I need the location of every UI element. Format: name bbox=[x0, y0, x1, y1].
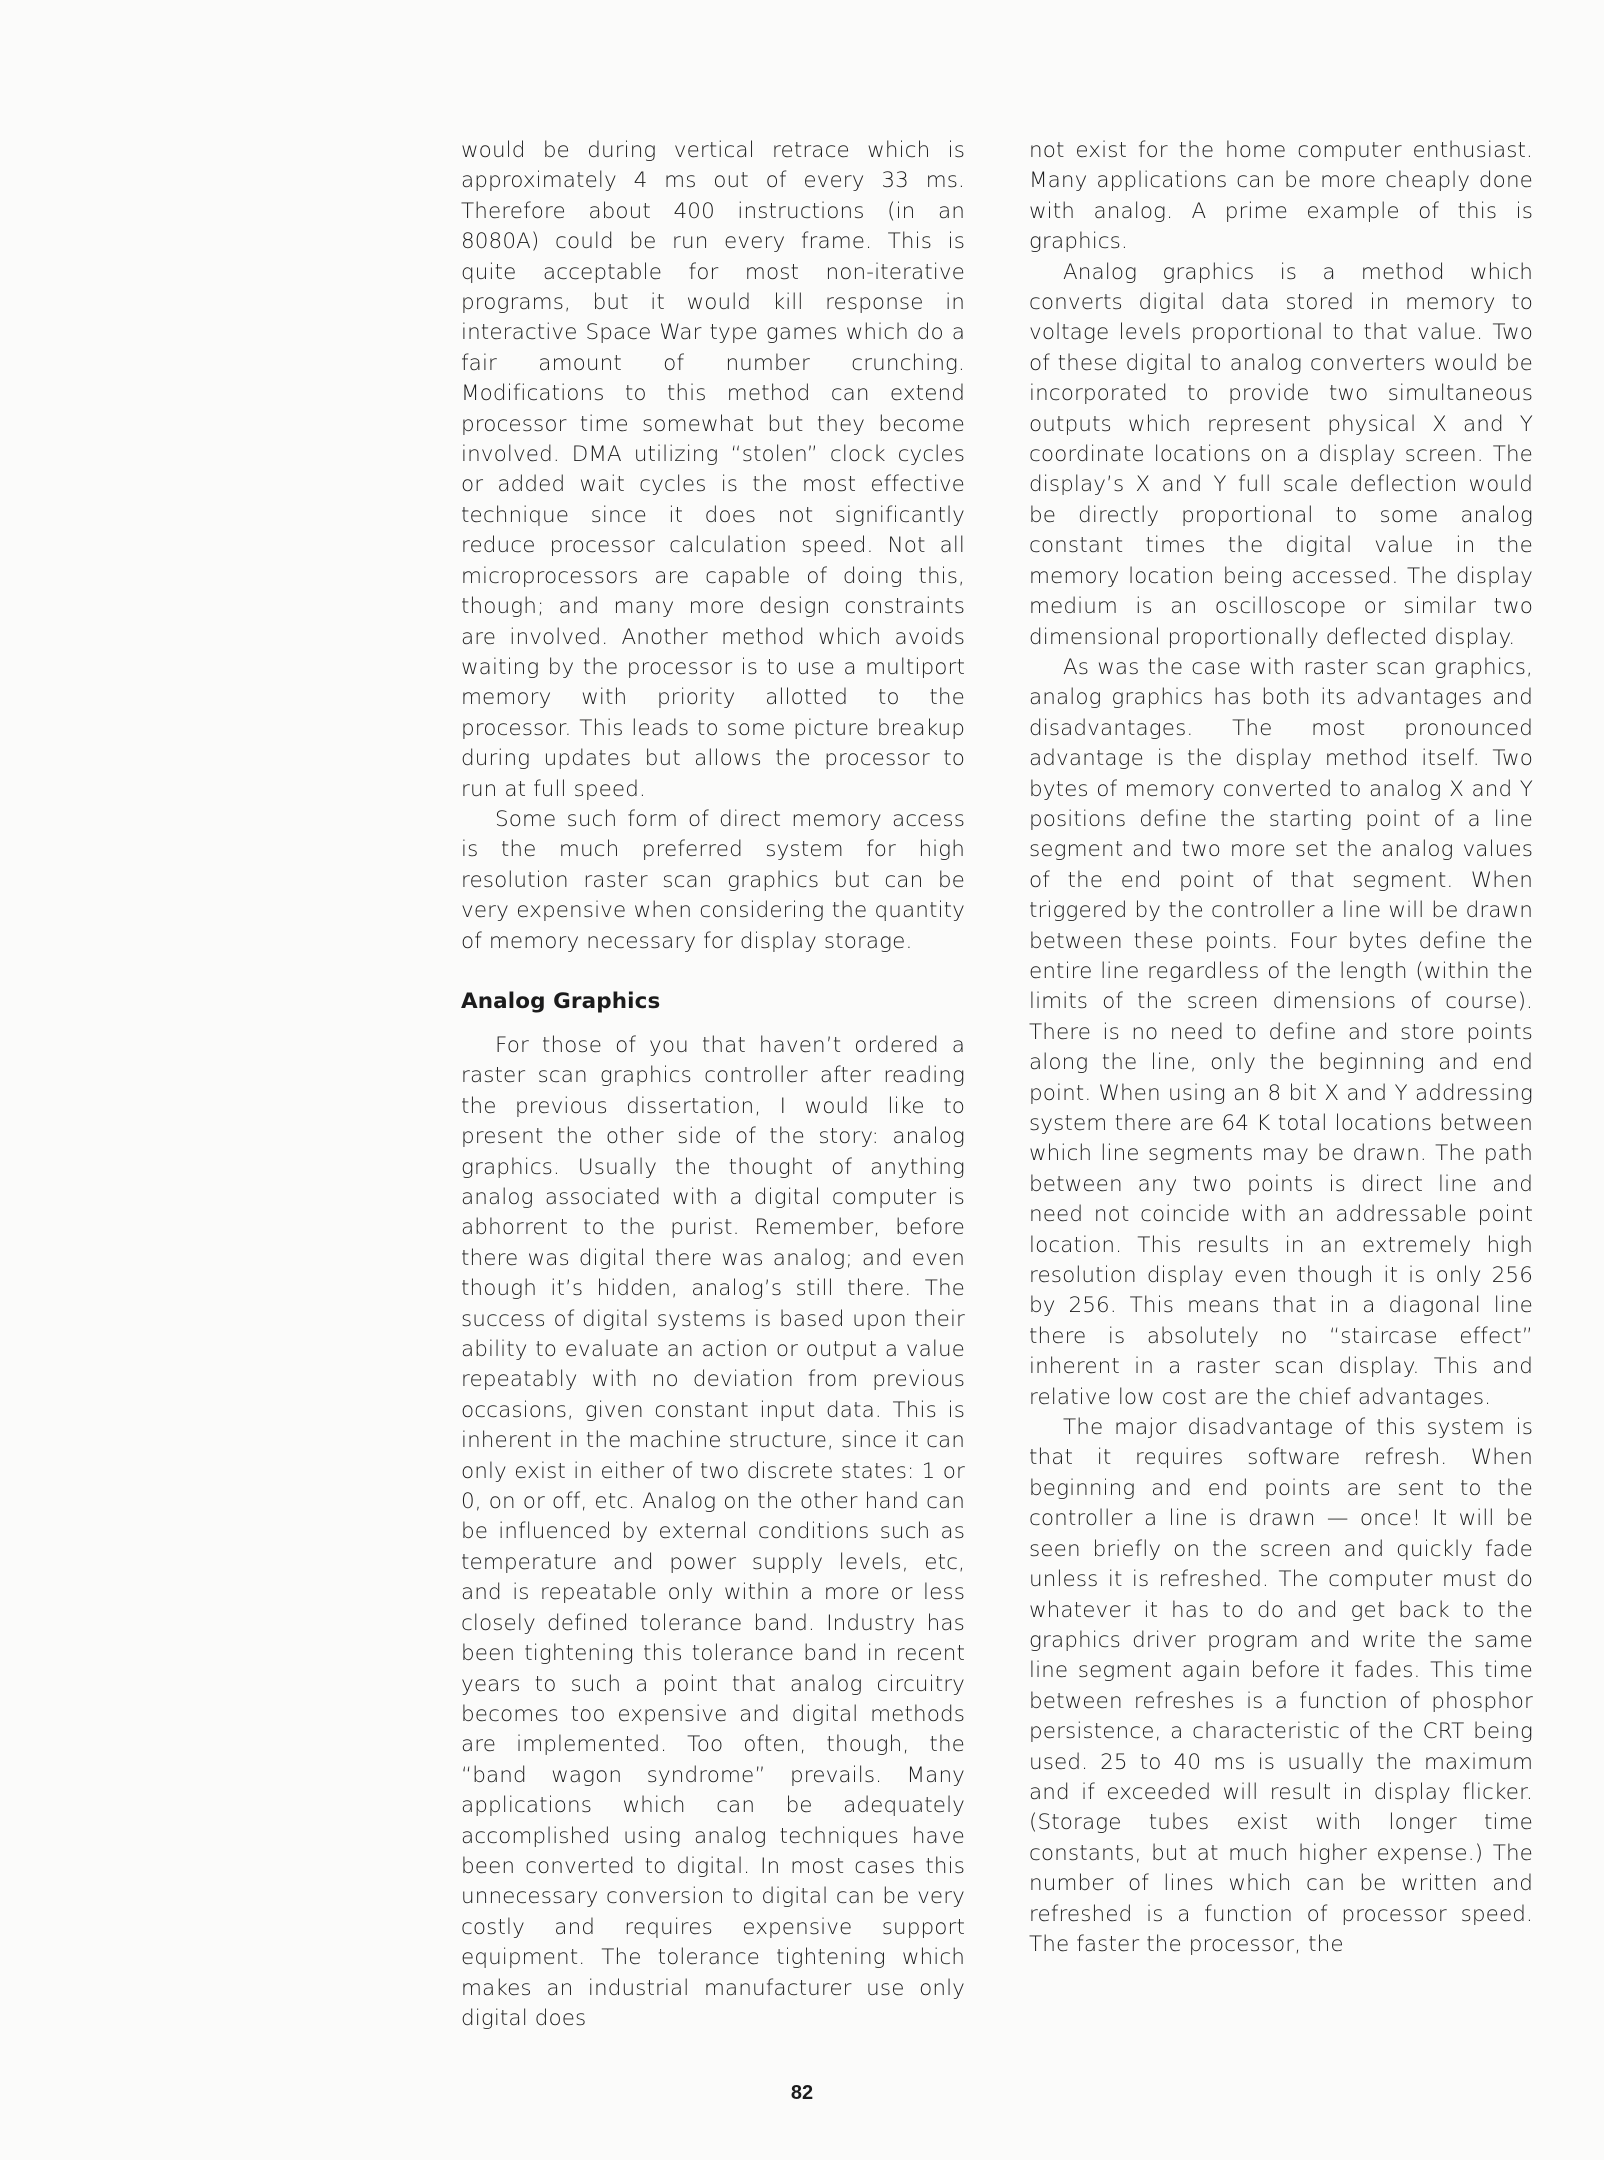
paragraph: For those of you that haven’t ordered a raster scan graphics controller after reading the previous dissertation, I would like to present the other side of the story: analog graphics. Usually the thought of anything analog associated with a digital computer is abhorrent to the purist. Remember, before there was digital there was analog; and even though it’s hidden, analog’s still there. The success of digital systems is based upon their ability to evaluate an action or output a value repeatably with no deviation from previous occasions, given constant input data. This is inherent in the machine structure, since it can only exist in either of two discrete states: 1 or 0, on or off, etc. Analog on the other hand can be influenced by external conditions such as temperature and power supply levels, etc, and is repeatable only within a more or less closely defined tolerance band. Industry has been tightening this tolerance band in recent years to such a point that analog circuitry becomes too expensive and digital methods are implemented. Too often, though, the “band wagon syndrome” prevails. Many applications which can be adequately accomplished using analog techniques have been converted to digital. In most cases this unnecessary conversion to digital can be very costly and requires expensive support equipment. The tolerance tightening which makes an industrial manufacturer use only digital does bbox=[461, 1032, 965, 2031]
paragraph: Some such form of direct memory access is the much preferred system for high resolution raster scan graphics but can be very expensive when considering the quantity of memory necessary for display storage. bbox=[461, 806, 965, 954]
paragraph: As was the case with raster scan graphics, analog graphics has both its advantages and disadvantages. The most pronounced advantage is the display method itself. Two bytes of memory converted to analog X and Y positions define the starting point of a line segment and two more set the analog values of the end point of that segment. When triggered by the controller a line will be drawn between these points. Four bytes define the entire line regardless of the length (within the limits of the screen dimensions of course). There is no need to define and store points along the line, only the beginning and end point. When using an 8 bit X and Y addressing system there are 64 K total locations between which line segments may be drawn. The path between any two points is direct line and need not coincide with an addressable point location. This results in an extremely high resolution display even though it is only 256 by 256. This means that in a diagonal line there is absolutely no “staircase effect” inherent in a raster scan display. This and relative low cost are the chief advantages. bbox=[1029, 654, 1533, 1410]
page-number: 82 bbox=[790, 2082, 814, 2104]
paragraph: Analog graphics is a method which converts digital data stored in memory to voltage levels proportional to that value. Two of these digital to analog converters would be incorporated to provide two simultaneous outputs which represent physical X and Y coordinate locations on a display screen. The display’s X and Y full scale deflection would be directly proportional to some analog constant times the digital value in the memory location being accessed. The display medium is an oscilloscope or similar two dimensional proportionally deflected display. bbox=[1029, 259, 1533, 650]
left-column bbox=[461, 136, 965, 2034]
section-heading: Analog Graphics bbox=[461, 988, 661, 1014]
right-column bbox=[1029, 136, 1533, 1960]
paragraph: The major disadvantage of this system is that it requires software refresh. When beginning and end points are sent to the controller a line is drawn — once! It will be seen briefly on the screen and quickly fade unless it is refreshed. The computer must do whatever it has to do and get back to the graphics driver program and write the same line segment again before it fades. This time between refreshes is a function of phosphor persistence, a characteristic of the CRT being used. 25 to 40 ms is usually the maximum and if exceeded will result in display flicker. (Storage tubes exist with longer time constants, but at much higher expense.) The number of lines which can be written and refreshed is a function of processor speed. The faster the processor, the bbox=[1029, 1415, 1533, 1957]
paragraph: would be during vertical retrace which is approximately 4 ms out of every 33 ms. Therefore about 400 instructions (in an 8080A) could be run every frame. This is quite acceptable for most non-iterative programs, but it would kill response in interactive Space War type games which do a fair amount of number crunching. Modifications to this method can extend processor time somewhat but they become involved. DMA utilizing “stolen” clock cycles or added wait cycles is the most effective technique since it does not significantly reduce processor calculation speed. Not all microprocessors are capable of doing this, though; and many more design constraints are involved. Another method which avoids waiting by the processor is to use a multiport memory with priority allotted to the processor. This leads to some picture breakup during updates but allows the processor to run at full speed. bbox=[461, 138, 965, 802]
paragraph: not exist for the home computer enthusiast. Many applications can be more cheaply done with analog. A prime example of this is graphics. bbox=[1029, 138, 1533, 255]
